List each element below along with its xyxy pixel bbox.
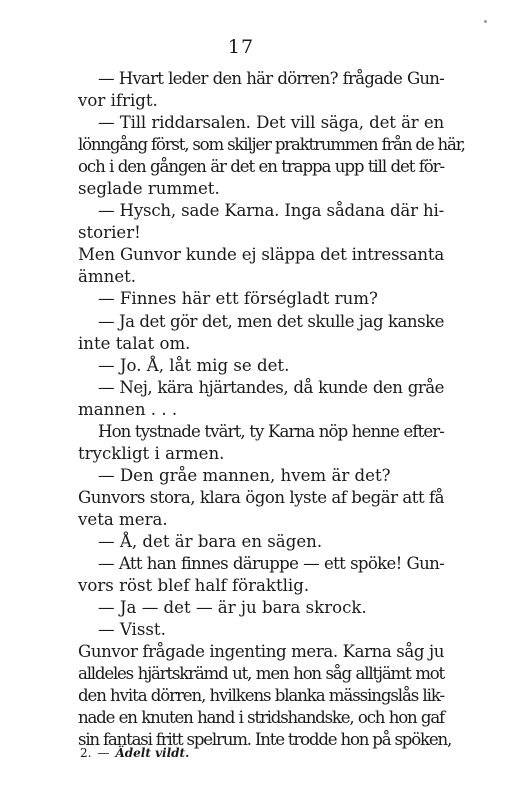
text-line: den hvita dörren, hvilkens blanka mässingslås lik- (78, 686, 444, 706)
text-line: storier! (78, 223, 141, 243)
text-line: och i den gången är det en trappa upp till det för- (78, 157, 444, 177)
text-line: — Å, det är bara en sägen. (98, 531, 323, 551)
text-line: — Ja det gör det, men det skulle jag kanske (98, 311, 444, 331)
text-line: vor ifrigt. (78, 91, 158, 111)
text-line: seglade rummet. (78, 179, 220, 199)
text-line: sin fantasi fritt spelrum. Inte trodde hon på spöken, (78, 730, 452, 750)
text-line: Men Gunvor kunde ej släppa det intressanta (78, 245, 445, 265)
page-number: 17 (227, 36, 255, 58)
footer-dash: — (97, 746, 110, 760)
text-line: nade en knuten hand i stridshandske, och hon gaf (78, 708, 444, 728)
text-line: alldeles hjärtskrämd ut, men hon såg alltjämt mot (78, 664, 444, 684)
text-line: — Att han finnes däruppe — ett spöke! Gun- (98, 554, 444, 574)
footer-book-title: Ädelt vildt. (115, 746, 190, 760)
text-line: Hon tystnade tvärt, ty Karna nöp henne efter- (98, 421, 444, 441)
paper-speck (484, 20, 487, 23)
text-line: — Hvart leder den här dörren? frågade Gun- (98, 69, 444, 88)
signature-mark: 2. (80, 746, 92, 760)
text-line: — Nej, kära hjärtandes, då kunde den gråe (98, 377, 444, 397)
body-text (78, 68, 465, 751)
text-line: tryckligt i armen. (78, 443, 225, 463)
text-line: — Den gråe mannen, hvem är det? (98, 465, 391, 485)
text-line: — Jo. Å, låt mig se det. (98, 355, 290, 375)
text-line: mannen . . . (78, 399, 178, 419)
text-line: inte talat om. (78, 333, 191, 353)
text-line: vors röst blef half föraktlig. (78, 576, 310, 596)
text-line: Gunvors stora, klara ögon lyste af begär att få (78, 487, 444, 507)
text-line: — Hysch, sade Karna. Inga sådana där hi- (98, 201, 444, 221)
text-line: ämnet. (78, 267, 137, 287)
text-line: — Ja — det — är ju bara skrock. (98, 598, 367, 618)
text-line: — Till riddarsalen. Det vill säga, det är en (98, 113, 444, 133)
text-line: — Visst. (98, 620, 166, 640)
text-line: veta mera. (78, 509, 168, 529)
text-line: — Finnes här ett förségladt rum? (98, 289, 378, 309)
text-line: lönngång först, som skiljer praktrummen från de här, (78, 135, 465, 155)
text-line: Gunvor frågade ingenting mera. Karna såg ju (78, 642, 445, 662)
footer-signature-line (80, 746, 280, 760)
